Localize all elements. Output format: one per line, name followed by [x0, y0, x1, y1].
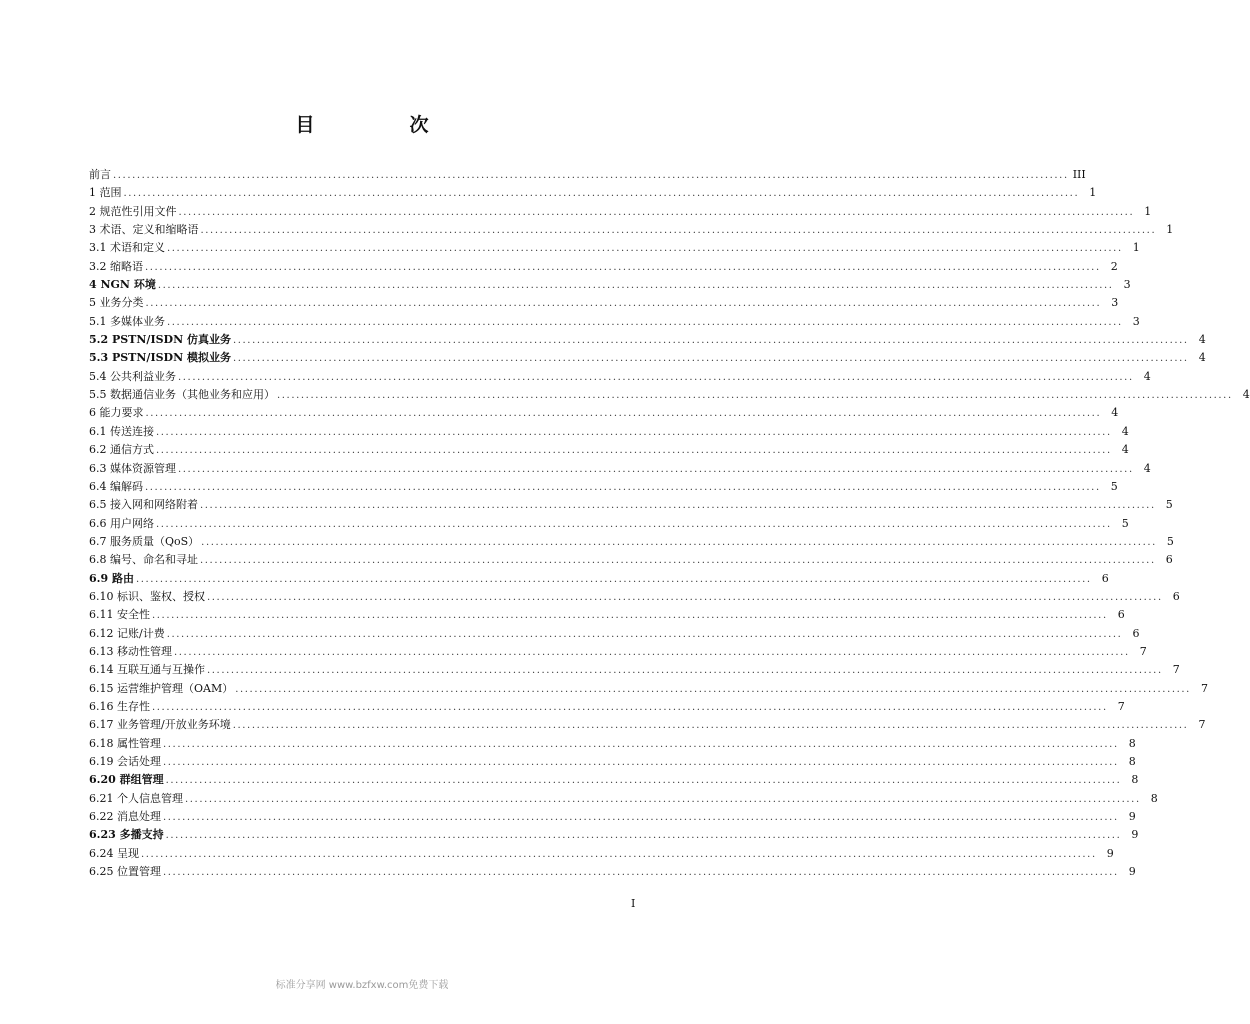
toc-entry	[89, 643, 1147, 661]
toc-entry-page: 4	[1198, 333, 1206, 347]
toc-leader-dots: ........................................................................................................................................................................................................	[157, 280, 1114, 292]
toc-entry-label: 6.19 会话处理	[89, 755, 161, 768]
toc-entry-label: 6.16 生存性	[89, 699, 150, 713]
toc-entry	[89, 551, 1173, 569]
toc-entry-label: 3.2 缩略语	[89, 259, 143, 273]
toc-entry	[89, 845, 1114, 863]
toc-entry-label: 6.2 通信方式	[89, 443, 154, 457]
toc-entry-page: 4	[1242, 388, 1250, 402]
toc-entry	[89, 808, 1136, 826]
toc-entry-label: 6.18 属性管理	[89, 736, 161, 750]
toc-entry-label: 5.5 数据通信业务（其他业务和应用）	[89, 388, 275, 402]
toc-entry-label: 1 范围	[89, 186, 122, 200]
toc-leader-dots: ........................................................................................................................................................................................................	[113, 170, 1069, 181]
toc-leader-dots: ........................................................................................................................................................................................................	[135, 573, 1092, 585]
toc-entry	[89, 790, 1158, 808]
page-title: 目 次	[295, 114, 467, 136]
toc-entry-page: 4	[1143, 369, 1151, 383]
toc-entry	[89, 661, 1180, 679]
table-of-contents	[89, 166, 1250, 881]
toc-entry	[89, 258, 1118, 276]
toc-entry	[89, 588, 1180, 606]
toc-entry-label: 6.6 用户网络	[89, 516, 154, 530]
toc-entry-page: 1	[1166, 223, 1174, 237]
toc-entry	[89, 294, 1119, 312]
toc-entry-label: 2 规范性引用文件	[89, 204, 177, 218]
toc-leader-dots: ........................................................................................................................................................................................................	[163, 738, 1119, 750]
toc-leader-dots: ........................................................................................................................................................................................................	[152, 701, 1108, 713]
toc-entry-page: 2	[1110, 259, 1118, 273]
toc-leader-dots: ........................................................................................................................................................................................................	[163, 812, 1119, 824]
toc-entry-page: 1	[1144, 204, 1152, 218]
toc-entry	[89, 276, 1131, 294]
toc-leader-dots: ........................................................................................................................................................................................................	[178, 206, 1135, 218]
toc-leader-dots: ........................................................................................................................................................................................................	[123, 188, 1080, 200]
toc-leader-dots: ........................................................................................................................................................................................................	[166, 628, 1123, 640]
toc-entry	[89, 735, 1136, 753]
toc-entry-page: 3	[1132, 314, 1140, 328]
page-number: I	[631, 897, 636, 910]
watermark-text: 标准分享网 www.bzfxw.com免费下载	[275, 980, 449, 991]
toc-entry-page: 7	[1117, 699, 1125, 713]
toc-entry-page: 1	[1089, 186, 1097, 200]
toc-entry	[89, 313, 1140, 331]
toc-entry-page: 9	[1128, 810, 1136, 824]
toc-entry-page: 7	[1172, 663, 1180, 677]
toc-entry-page: 6	[1172, 589, 1180, 603]
toc-entry	[89, 441, 1129, 459]
toc-entry-label: 6.25 位置管理	[89, 865, 161, 879]
toc-leader-dots: ........................................................................................................................................................................................................	[200, 225, 1157, 237]
toc-entry-label: 5.1 多媒体业务	[89, 314, 165, 328]
toc-entry	[89, 515, 1129, 533]
toc-entry-label: 6.4 编解码	[89, 479, 143, 493]
toc-entry-label: 5.2 PSTN/ISDN 仿真业务	[89, 333, 231, 347]
toc-entry	[89, 203, 1152, 221]
toc-entry	[89, 863, 1136, 881]
toc-leader-dots: ........................................................................................................................................................................................................	[207, 591, 1163, 603]
toc-leader-dots: ........................................................................................................................................................................................................	[167, 243, 1123, 255]
toc-leader-dots: ........................................................................................................................................................................................................	[145, 481, 1101, 493]
toc-leader-dots: ........................................................................................................................................................................................................	[165, 775, 1122, 787]
toc-leader-dots: ........................................................................................................................................................................................................	[145, 298, 1102, 310]
toc-entry-page: 4	[1111, 406, 1119, 420]
toc-leader-dots: ........................................................................................................................................................................................................	[277, 390, 1233, 402]
toc-entry-page: 8	[1128, 736, 1136, 750]
toc-entry-label: 6.3 媒体资源管理	[89, 461, 176, 475]
toc-entry-page: 6	[1132, 626, 1140, 640]
toc-leader-dots: ........................................................................................................................................................................................................	[156, 445, 1112, 457]
toc-entry	[89, 753, 1136, 771]
toc-entry	[89, 625, 1140, 643]
toc-entry-page: 6	[1165, 553, 1173, 567]
toc-entry	[89, 606, 1125, 624]
toc-entry-label: 6.12 记账/计费	[89, 626, 165, 640]
toc-entry-label: 6 能力要求	[89, 406, 144, 420]
toc-leader-dots: ........................................................................................................................................................................................................	[185, 793, 1141, 805]
toc-leader-dots: ........................................................................................................................................................................................................	[163, 757, 1119, 768]
toc-entry-label: 前言	[89, 168, 111, 181]
toc-leader-dots: ........................................................................................................................................................................................................	[178, 463, 1134, 475]
toc-entry-page: 1	[1132, 241, 1140, 255]
toc-entry	[89, 716, 1206, 734]
toc-entry	[89, 698, 1125, 716]
toc-leader-dots: ........................................................................................................................................................................................................	[156, 518, 1112, 530]
toc-entry-page: 8	[1150, 791, 1158, 805]
toc-entry-label: 6.9 路由	[89, 571, 134, 585]
toc-entry-page: III	[1072, 168, 1086, 181]
toc-entry-page: 9	[1128, 865, 1136, 879]
toc-leader-dots: ........................................................................................................................................................................................................	[165, 830, 1122, 842]
toc-entry-page: 4	[1143, 461, 1151, 475]
toc-entry	[89, 221, 1174, 239]
toc-entry-page: 5	[1166, 534, 1174, 548]
toc-entry	[89, 184, 1097, 202]
toc-entry-page: 4	[1121, 424, 1129, 438]
toc-entry-page: 8	[1128, 755, 1136, 768]
toc-entry-label: 6.11 安全性	[89, 608, 150, 622]
toc-leader-dots: ........................................................................................................................................................................................................	[174, 646, 1130, 658]
toc-entry-page: 5	[1121, 516, 1129, 530]
toc-entry-page: 3	[1111, 296, 1119, 310]
toc-entry-label: 5.3 PSTN/ISDN 模拟业务	[89, 351, 231, 365]
toc-entry-label: 3.1 术语和定义	[89, 241, 165, 255]
toc-entry-page: 6	[1117, 608, 1125, 622]
toc-entry	[89, 331, 1206, 349]
toc-entry-page: 7	[1198, 718, 1206, 732]
toc-entry	[89, 166, 1086, 184]
toc-entry	[89, 349, 1206, 367]
toc-entry-label: 5.4 公共利益业务	[89, 369, 176, 383]
toc-entry-label: 6.20 群组管理	[89, 773, 164, 787]
toc-entry-label: 6.7 服务质量（QoS）	[89, 534, 200, 548]
toc-entry-page: 4	[1121, 443, 1129, 457]
toc-entry	[89, 496, 1173, 514]
toc-entry-label: 6.1 传送连接	[89, 424, 154, 438]
toc-leader-dots: ........................................................................................................................................................................................................	[145, 261, 1101, 273]
toc-entry	[89, 368, 1151, 386]
toc-entry	[89, 826, 1139, 844]
toc-entry	[89, 239, 1140, 257]
toc-leader-dots: ........................................................................................................................................................................................................	[235, 683, 1191, 695]
toc-leader-dots: ........................................................................................................................................................................................................	[232, 720, 1189, 732]
toc-entry	[89, 478, 1118, 496]
toc-entry	[89, 771, 1139, 789]
toc-entry-label: 6.17 业务管理/开放业务环境	[89, 718, 231, 732]
toc-entry-page: 6	[1101, 571, 1109, 585]
toc-leader-dots: ........................................................................................................................................................................................................	[232, 353, 1189, 365]
toc-entry	[89, 423, 1129, 441]
toc-entry	[89, 680, 1208, 698]
toc-entry-page: 4	[1198, 351, 1206, 365]
toc-leader-dots: ........................................................................................................................................................................................................	[178, 371, 1134, 383]
toc-entry-label: 6.13 移动性管理	[89, 644, 172, 658]
toc-leader-dots: ........................................................................................................................................................................................................	[156, 426, 1112, 438]
toc-entry-label: 5 业务分类	[89, 296, 144, 310]
toc-entry-page: 7	[1139, 644, 1147, 658]
toc-entry-page: 3	[1123, 278, 1131, 292]
toc-entry-label: 4 NGN 环境	[89, 278, 156, 292]
toc-entry	[89, 570, 1109, 588]
toc-entry-label: 6.10 标识、鉴权、授权	[89, 589, 205, 603]
toc-entry-page: 9	[1131, 828, 1139, 842]
toc-entry-label: 6.15 运营维护管理（OAM）	[89, 681, 234, 695]
toc-leader-dots: ........................................................................................................................................................................................................	[167, 316, 1123, 328]
toc-entry-label: 6.21 个人信息管理	[89, 791, 183, 805]
toc-leader-dots: ........................................................................................................................................................................................................	[152, 610, 1108, 622]
toc-leader-dots: ........................................................................................................................................................................................................	[145, 408, 1102, 420]
toc-leader-dots: ........................................................................................................................................................................................................	[200, 500, 1156, 512]
toc-entry-label: 6.22 消息处理	[89, 810, 161, 824]
toc-entry	[89, 460, 1151, 478]
toc-entry-page: 8	[1131, 773, 1139, 787]
toc-entry	[89, 404, 1119, 422]
toc-entry-label: 6.24 呈现	[89, 846, 139, 860]
toc-entry-page: 5	[1110, 479, 1118, 493]
toc-entry-page: 7	[1200, 681, 1208, 695]
toc-leader-dots: ........................................................................................................................................................................................................	[207, 665, 1163, 677]
toc-leader-dots: ........................................................................................................................................................................................................	[232, 335, 1189, 347]
toc-entry	[89, 533, 1174, 551]
toc-entry-label: 6.23 多播支持	[89, 828, 164, 842]
toc-entry-page: 5	[1165, 498, 1173, 512]
toc-entry-label: 6.8 编号、命名和寻址	[89, 553, 198, 567]
toc-entry-label: 6.5 接入网和网络附着	[89, 498, 198, 512]
toc-leader-dots: ........................................................................................................................................................................................................	[201, 536, 1157, 548]
toc-entry-label: 3 术语、定义和缩略语	[89, 223, 199, 237]
toc-entry-label: 6.14 互联互通与互操作	[89, 663, 205, 677]
toc-leader-dots: ........................................................................................................................................................................................................	[163, 867, 1119, 879]
toc-entry	[89, 386, 1250, 404]
toc-entry-page: 9	[1106, 846, 1114, 860]
toc-leader-dots: ........................................................................................................................................................................................................	[141, 848, 1097, 860]
toc-leader-dots: ........................................................................................................................................................................................................	[200, 555, 1156, 567]
